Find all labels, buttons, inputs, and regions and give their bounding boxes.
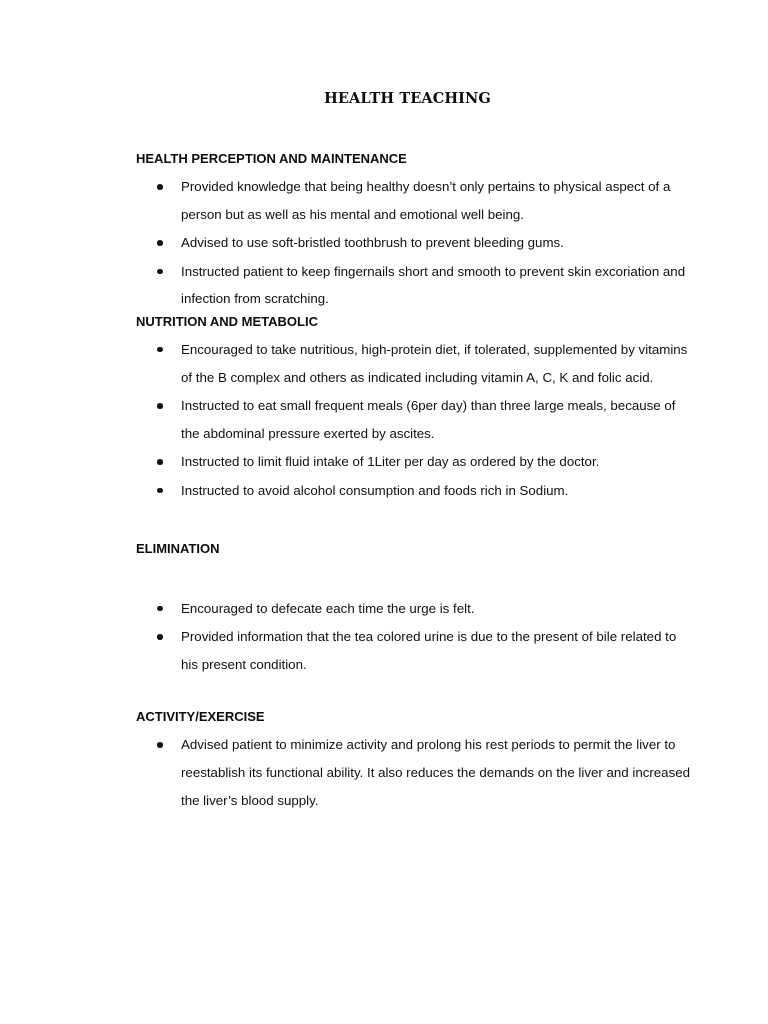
section-heading: NUTRITION AND METABOLIC [136,313,318,329]
list-item-text: Provided knowledge that being healthy doesn’t only pertains to physical aspect of a person but as well as his mental and emotional well being. [181,179,671,222]
document-title: HEALTH TEACHING [324,90,491,107]
list-item [136,336,696,391]
list-item-text: Advised to use soft-bristled toothbrush to prevent bleeding gums. [181,235,564,251]
bullet-list [136,731,696,814]
list-item [136,623,696,678]
bullet-list [136,336,696,505]
bullet-list [136,173,696,313]
list-item [136,595,696,623]
list-item [136,477,696,505]
section-activity-exercise [136,707,696,814]
list-item-text: Encouraged to defecate each time the urge is felt. [181,600,475,616]
list-item-text: Instructed patient to keep fingernails short and smooth to prevent skin excoriation and infection from scratching. [181,263,686,307]
bullet-list [136,595,696,679]
section-heading: HEALTH PERCEPTION AND MAINTENANCE [136,151,407,166]
list-item-text: Encouraged to take nutritious, high-protein diet, if tolerated, supplemented by vitamins of the B complex and others as indicated including vitamin A, C, K and folic acid. [181,341,688,385]
list-item [136,392,696,447]
list-item [136,258,696,313]
document-body [136,149,696,814]
bullet-icon [157,634,163,640]
bullet-icon [157,742,163,748]
list-item-text: Instructed to limit fluid intake of 1Liter per day as ordered by the doctor. [181,454,600,470]
list-item-text: Instructed to eat small frequent meals (6per day) than three large meals, because of the abdominal pressure exerted by ascites. [181,398,676,441]
list-item [136,448,696,476]
list-item-text: Advised patient to minimize activity and prolong his rest periods to permit the liver to reestablish its functional ability. It also reduces the demands on the liver and increased the liver’s blood supply. [181,737,691,808]
bullet-icon [157,184,163,190]
bullet-icon [157,488,163,494]
section-nutrition-metabolic [136,312,696,505]
bullet-icon [157,240,163,246]
bullet-icon [157,347,163,353]
list-item [136,731,696,814]
bullet-icon [157,606,163,612]
section-heading: ACTIVITY/EXERCISE [136,709,265,725]
bullet-icon [157,269,163,275]
bullet-icon [157,459,163,465]
list-item-text: Instructed to avoid alcohol consumption and foods rich in Sodium. [181,482,569,498]
section-health-perception [136,149,696,313]
list-item-text: Provided information that the tea colored urine is due to the present of bile related to his present condition. [181,629,677,672]
bullet-icon [157,403,163,409]
list-item [136,229,696,257]
list-item [136,173,696,228]
section-heading: ELIMINATION [136,540,220,556]
section-elimination [136,539,696,679]
